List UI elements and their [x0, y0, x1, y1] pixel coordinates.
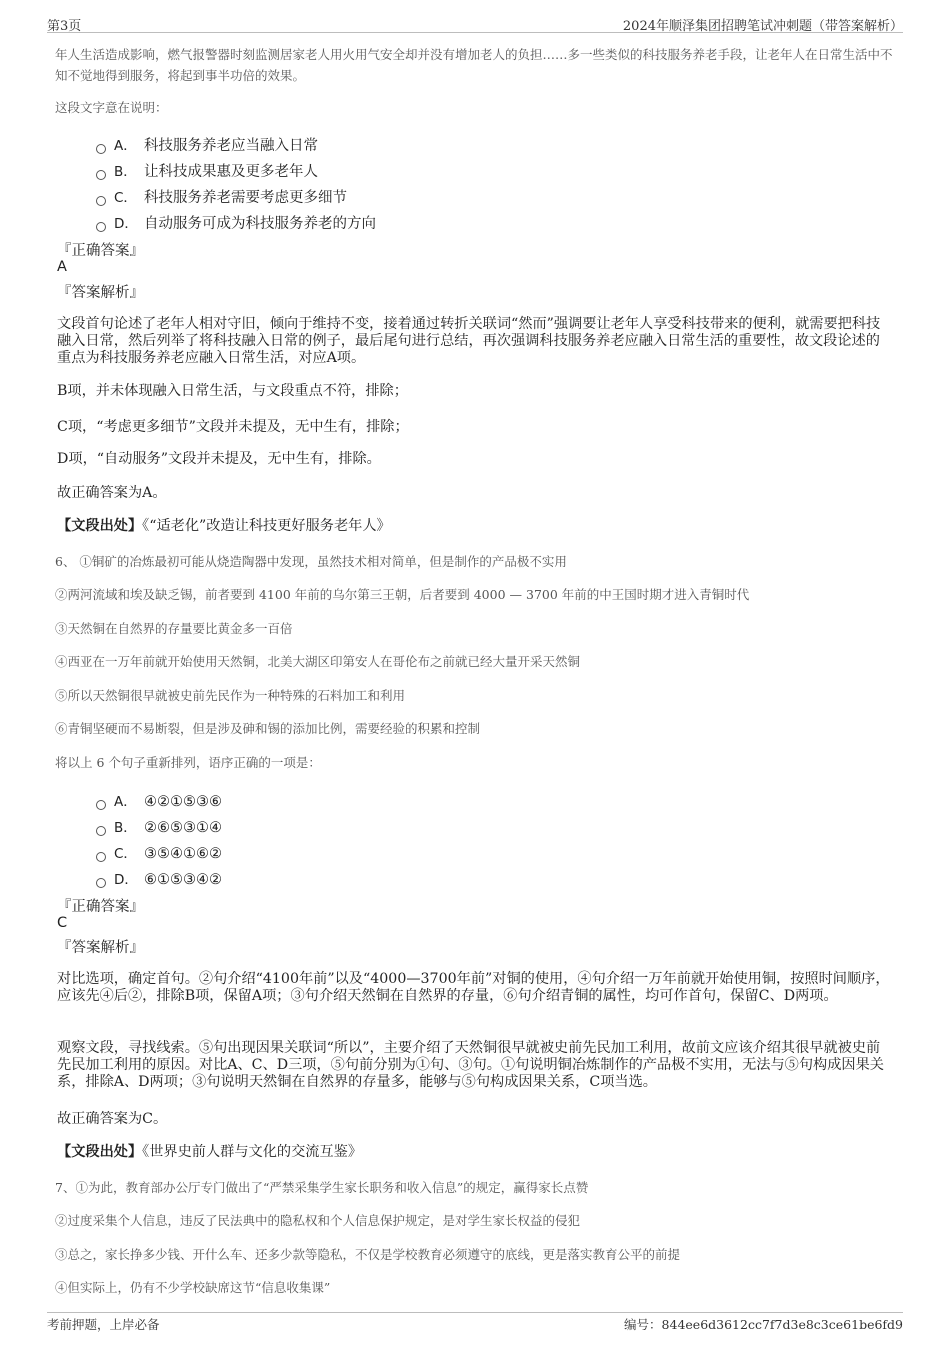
- q5-option-b[interactable]: B． 让科技成果惠及更多老年人: [96, 160, 318, 180]
- q5-analysis-p3: C项，“考虑更多细节”文段并未提及，无中生有，排除；: [57, 419, 409, 435]
- q5-option-d[interactable]: D． 自动服务可成为科技服务养老的方向: [96, 212, 376, 232]
- q5-analysis-p4: D项，“自动服务”文段并未提及，无中生有，排除。: [57, 451, 381, 467]
- radio-icon[interactable]: [96, 852, 106, 862]
- radio-icon[interactable]: [96, 144, 106, 154]
- q6-sentence: ⑤所以天然铜很早就被史前先民作为一种特殊的石料加工和利用: [55, 688, 406, 703]
- q6-option-c[interactable]: C． ③⑤④①⑥②: [96, 842, 222, 862]
- document-title: 2024年顺泽集团招聘笔试冲刺题（带答案解析）: [622, 19, 903, 34]
- document-id: 编号：844ee6d3612cc7f7d3e8c3ce61be6fd9: [624, 1317, 903, 1332]
- q6-analysis-label: 『答案解析』: [57, 940, 144, 956]
- q6-option-a[interactable]: A． ④②①⑤③⑥: [96, 790, 222, 810]
- q6-sentence: ③天然铜在自然界的存量要比黄金多一百倍: [55, 621, 293, 636]
- q7-sentence: ③总之，家长挣多少钱、开什么车、还多少款等隐私，不仅是学校教育必须遵守的底线，更是落实教育公平的前提: [55, 1247, 681, 1262]
- page-number: 第3页: [47, 19, 82, 34]
- page-footer: [47, 1312, 903, 1333]
- q5-prompt: 这段文字意在说明：: [55, 100, 168, 115]
- q6-answer-label: 『正确答案』: [57, 899, 144, 915]
- q6-sentence: ⑥青铜坚硬而不易断裂，但是涉及砷和锡的添加比例，需要经验的积累和控制: [55, 721, 481, 736]
- q5-analysis-p1: 文段首句论述了老年人相对守旧，倾向于维持不变，接着通过转折关联词“然而”强调要让老年人享受科技带来的便利，就需要把科技融入日常，然后列举了将科技融入日常的例子，最后尾句进行总结，再次强调科技服务养老应融入日常生活的重要性，故文段论述的重点为科技服务养老应融入日常生活，对应A项。: [57, 316, 881, 366]
- radio-icon[interactable]: [96, 170, 106, 180]
- q5-analysis-p2: B项，并未体现融入日常生活，与文段重点不符，排除；: [57, 383, 408, 399]
- q6-sentence: ④西亚在一万年前就开始使用天然铜，北美大湖区印第安人在哥伦布之前就已经大量开采天然铜: [55, 654, 581, 669]
- q6-option-b[interactable]: B． ②⑥⑤③①④: [96, 816, 222, 836]
- q5-answer-label: 『正确答案』: [57, 243, 144, 259]
- q5-option-c[interactable]: C． 科技服务养老需要考虑更多细节: [96, 186, 347, 206]
- radio-icon[interactable]: [96, 878, 106, 888]
- radio-icon[interactable]: [96, 222, 106, 232]
- footer-slogan: 考前押题，上岸必备: [47, 1317, 160, 1332]
- q5-option-a[interactable]: A． 科技服务养老应当融入日常: [96, 134, 318, 154]
- q7-stem: 7、①为此，教育部办公厅专门做出了“严禁采集学生家长职务和收入信息”的规定，赢得家长点赞: [55, 1180, 589, 1195]
- q6-stem: 6、 ①铜矿的冶炼最初可能从烧造陶器中发现，虽然技术相对简单，但是制作的产品极不实用: [55, 554, 567, 569]
- q5-passage: 年人生活造成影响，燃气报警器时刻监测居家老人用火用气安全却并没有增加老人的负担……多一些类似的科技服务养老手段，让老年人在日常生活中不知不觉地得到服务，将起到事半功倍的效果。: [55, 47, 893, 83]
- q5-analysis-label: 『答案解析』: [57, 285, 144, 301]
- q6-prompt: 将以上 6 个句子重新排列，语序正确的一项是：: [55, 755, 321, 770]
- q6-option-d[interactable]: D． ⑥①⑤③④②: [96, 868, 222, 888]
- q7-sentence: ②过度采集个人信息，违反了民法典中的隐私权和个人信息保护规定，是对学生家长权益的侵犯: [55, 1213, 581, 1228]
- q6-source: 【文段出处】《世界史前人群与文化的交流互鉴》: [57, 1144, 363, 1160]
- page-header: [47, 14, 903, 33]
- radio-icon[interactable]: [96, 800, 106, 810]
- radio-icon[interactable]: [96, 826, 106, 836]
- q7-sentence: ④但实际上，仍有不少学校缺席这节“信息收集课”: [55, 1280, 331, 1295]
- q6-sentence: ②两河流域和埃及缺乏锡，前者要到 4100 年前的乌尔第三王朝，后者要到 4000 — 3700 年前的中王国时期才进入青铜时代: [55, 587, 750, 602]
- radio-icon[interactable]: [96, 196, 106, 206]
- q6-answer: C: [57, 915, 68, 931]
- q6-analysis-p1: 对比选项，确定首句。②句介绍“4100年前”以及“4000—3700年前”对铜的使用，④句介绍一万年前就开始使用铜，按照时间顺序，应该先④后②，排除B项，保留A项；③句介绍天然铜在自然界的存量，⑥句介绍青铜的属性，均可作首句，保留C、D两项。: [57, 971, 890, 1004]
- q6-analysis-p2: 观察文段，寻找线索。⑤句出现因果关联词“所以”，主要介绍了天然铜很早就被史前先民加工利用，故前文应该介绍其很早就被史前先民加工利用的原因。对比A、C、D三项，⑤句前分别为①句、③句。①句说明铜冶炼制作的产品极不实用，无法与⑤句构成因果关系，排除A、D两项；③句说明天然铜在自然界的存量多，能够与⑤句构成因果关系，C项当选。: [57, 1040, 884, 1090]
- q5-answer: A: [57, 259, 67, 275]
- q5-source: 【文段出处】《“适老化”改造让科技更好服务老年人》: [57, 518, 391, 534]
- q5-analysis-p5: 故正确答案为A。: [57, 485, 167, 501]
- q6-analysis-p3: 故正确答案为C。: [57, 1111, 168, 1127]
